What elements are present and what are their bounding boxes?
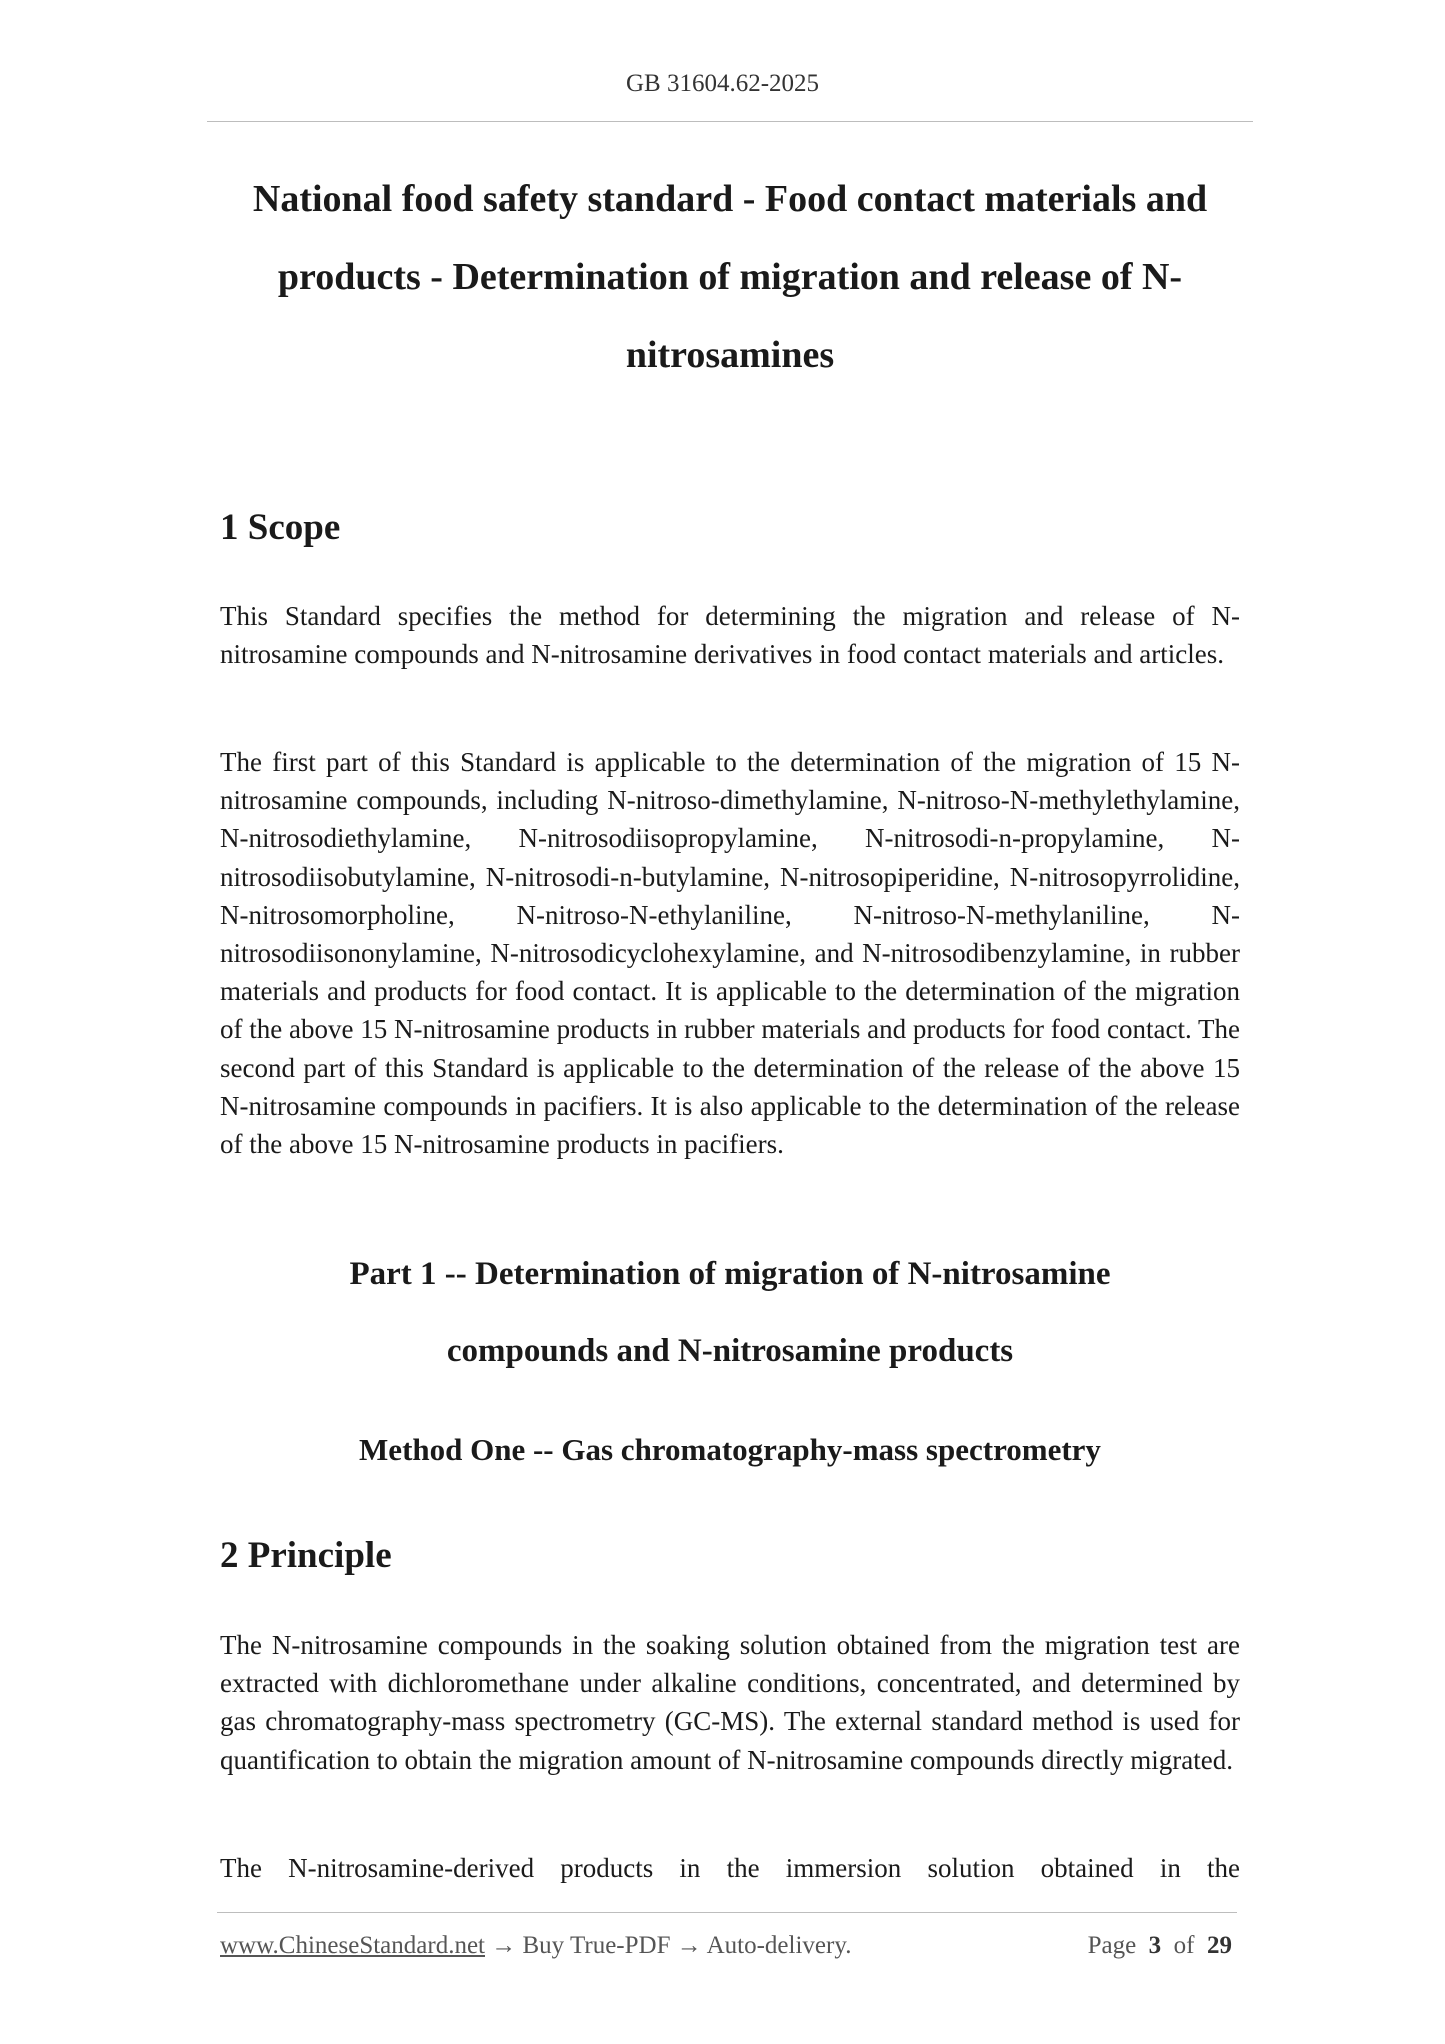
page-footer (220, 1932, 1232, 1966)
footer-promo (220, 1932, 851, 1960)
current-page: 3 (1148, 1932, 1162, 1959)
scope-paragraph-2: The first part of this Standard is applicable to the determination of the migration of 15 N-nitrosamine compounds, including N-nitroso-dimethylamine, N-nitroso-N-methylethylamine, N-nitrosodiethylamine, N-nitrosodiisopropylamine, N-nitrosodi-n-propylamine, N-nitrosodiisobutylamine, N-nitrosodi-n-butylamine, N-nitrosopiperidine, N-nitrosopyrrolidine, N-nitrosomorpholine, N-nitroso-N-ethylaniline, N-nitroso-N-methylaniline, N-nitrosodiisononylamine, N-nitrosodicyclohexylamine, and N-nitrosodibenzylamine, in rubber materials and products for food contact. It is applicable to the determination of the migration of the above 15 N-nitrosamine products in rubber materials and products for food contact. The second part of this Standard is applicable to the determination of the release of the above 15 N-nitrosamine compounds in pacifiers. It is also applicable to the determination of the release of the above 15 N-nitrosamine products in pacifiers. (220, 747, 1240, 1160)
title-line-1: National food safety standard - Food contact materials and (252, 178, 1208, 220)
part-1-heading-line-1: Part 1 -- Determination of migration of N-nitrosamine (349, 1256, 1111, 1292)
page-header-standard-code: GB 31604.62-2025 (625, 70, 820, 97)
method-one-heading: Method One -- Gas chromatography-mass spectrometry (359, 1432, 1101, 1467)
footer-divider (217, 1912, 1237, 1913)
part-1-heading-line-2: compounds and N-nitrosamine products (446, 1333, 1014, 1369)
of-word: of (1173, 1932, 1195, 1959)
part-1-heading (207, 1236, 1253, 1390)
scope-paragraph-1: This Standard specifies the method for determining the migration and release of N-nitrosamine compounds and N-nitrosamine derivatives in food contact materials and articles. (220, 601, 1240, 670)
document-title (207, 160, 1253, 394)
section-heading-principle: 2 Principle (220, 1535, 392, 1576)
title-line-3: nitrosamines (625, 334, 835, 376)
principle-paragraph-2: The N-nitrosamine-derived products in the immersion solution obtained in the (220, 1853, 1240, 1883)
page-number (1088, 1932, 1232, 1960)
total-pages: 29 (1207, 1932, 1232, 1959)
footer-promo-text: → Buy True-PDF → Auto-delivery. (485, 1932, 852, 1959)
page-word: Page (1087, 1932, 1137, 1959)
header-divider (207, 121, 1253, 122)
footer-site-link[interactable]: www.ChineseStandard.net (220, 1932, 485, 1959)
principle-paragraph-1: The N-nitrosamine compounds in the soaking solution obtained from the migration test are extracted with dichloromethane under alkaline conditions, concentrated, and determined by gas chromatography-mass spectrometry (GC-MS). The external standard method is used for quantification to obtain the migration amount of N-nitrosamine compounds directly migrated. (220, 1630, 1240, 1775)
title-line-2: products - Determination of migration and release of N- (277, 256, 1183, 298)
section-heading-scope: 1 Scope (220, 507, 341, 548)
